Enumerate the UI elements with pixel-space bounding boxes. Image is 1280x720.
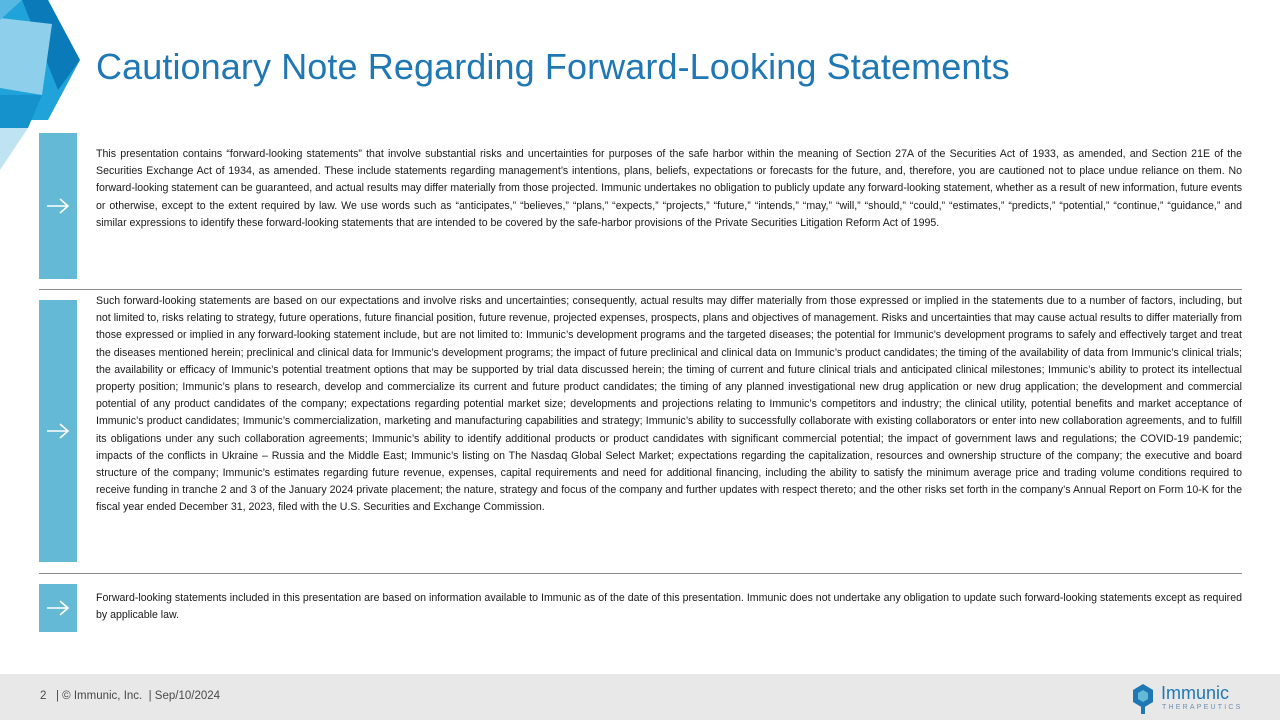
logo-name: Immunic [1161, 683, 1230, 703]
slide-title: Cautionary Note Regarding Forward-Looking Statements [96, 46, 1010, 87]
right-arrow-icon [45, 599, 71, 617]
section-safe-harbor [39, 133, 1242, 279]
section-no-obligation [39, 584, 1242, 632]
footer-date: | Sep/10/2024 [148, 690, 221, 702]
footer-text [40, 690, 220, 702]
section-text: Forward-looking statements included in this presentation are based on information available to Immunic as of the date of this presentation. Immunic does not undertake any obligation to update such forward-looking statements except as required by applicable law. [96, 592, 1242, 622]
section-text: This presentation contains “forward-looking statements” that involve substantial risks and uncertainties for purposes of the safe harbor within the meaning of Section 27A of the Securities Act of 1933, as amended, and Section 21E of the Securities Exchange Act of 1934, as amended. These include statements regarding management’s intentions, plans, beliefs, expectations or forecasts for the future, and, therefore, you are cautioned not to place undue reliance on them. No forward-looking statement can be guaranteed, and actual results may differ materially from those projected. Immunic undertakes no obligation to publicly update any forward-looking statement, whether as a result of new information, future events or otherwise, except to the extent required by law. We use words such as “anticipates,” “believes,” “plans,” “expects,” “projects,” “future,” “intends,” “may,” “will,” “should,” “could,” “estimates,” “predicts,” “potential,” “continue,” “guidance,” and similar expressions to identify these forward-looking statements that are intended to be covered by the safe-harbor provisions of the Private Securities Litigation Reform Act of 1995. [96, 148, 1242, 229]
right-arrow-icon [45, 422, 71, 440]
section-text: Such forward-looking statements are based on our expectations and involve risks and uncertainties; consequently, actual results may differ materially from those expressed or implied in the statements due to a number of factors, including, but not limited to, risks relating to strategy, future operations, future financial position, future revenue, projected expenses, prospects, plans and objectives of management. Risks and uncertainties that may cause actual results to differ materially from those expressed or implied in any forward-looking statement include, but are not limited to: Immunic’s development programs and the targeted diseases; the potential for Immunic’s development programs to safely and effectively target and treat the diseases mentioned herein; preclinical and clinical data for Immunic’s development programs; the impact of future preclinical and clinical data on Immunic’s product candidates; the timing of the availability of data from Immunic’s clinical trials; the availability or efficacy of Immunic’s potential treatment options that may be supported by trial data discussed herein; the timing of current and future clinical trials and anticipated clinical milestones; Immunic’s ability to protect its intellectual property position; Immunic’s plans to research, develop and commercialize its current and future product candidates; the timing of any planned investigational new drug application or new drug application; the development and commercial potential of any product candidates of the company; expectations regarding potential market size; developments and projections relating to Immunic’s competitors and industry; the clinical utility, potential benefits and market acceptance of Immunic’s product candidates; Immunic’s commercialization, marketing and manufacturing capabilities and strategy; Immunic’s ability to successfully collaborate with existing collaborators or enter into new collaboration agreements, and to fulfill its obligations under any such collaboration agreements; Immunic’s ability to identify additional products or product candidates with significant commercial potential; the impact of government laws and regulations; the COVID-19 pandemic; impacts of the conflicts in Ukraine – Russia and the Middle East; Immunic’s listing on The Nasdaq Global Select Market; expectations regarding the capitalization, resources and ownership structure of the company; the executive and board structure of the company; Immunic’s estimates regarding future revenue, expenses, capital requirements and need for additional financing, including the ability to satisfy the minimum average price and trading volume conditions required to receive funding in tranche 2 and 3 of the January 2024 private placement; the nature, strategy and focus of the company and further updates with respect thereto; and the other risks set forth in the company’s Annual Report on Form 10-K for the fiscal year ended December 31, 2023, filed with the U.S. Securities and Exchange Commission. [96, 295, 1242, 514]
immunic-logo-icon [1131, 682, 1155, 714]
right-arrow-icon [45, 197, 71, 215]
arrow-box [39, 584, 77, 632]
logo-subtitle: THERAPEUTICS [1162, 704, 1243, 711]
arrow-box [39, 300, 77, 562]
immunic-logo [1131, 682, 1246, 716]
copyright: | © Immunic, Inc. [56, 690, 143, 702]
footer [0, 674, 1280, 720]
divider [39, 289, 1242, 290]
page-number: 2 [40, 690, 47, 702]
arrow-box [39, 133, 77, 279]
divider [39, 573, 1242, 574]
section-risk-factors [39, 295, 1242, 562]
